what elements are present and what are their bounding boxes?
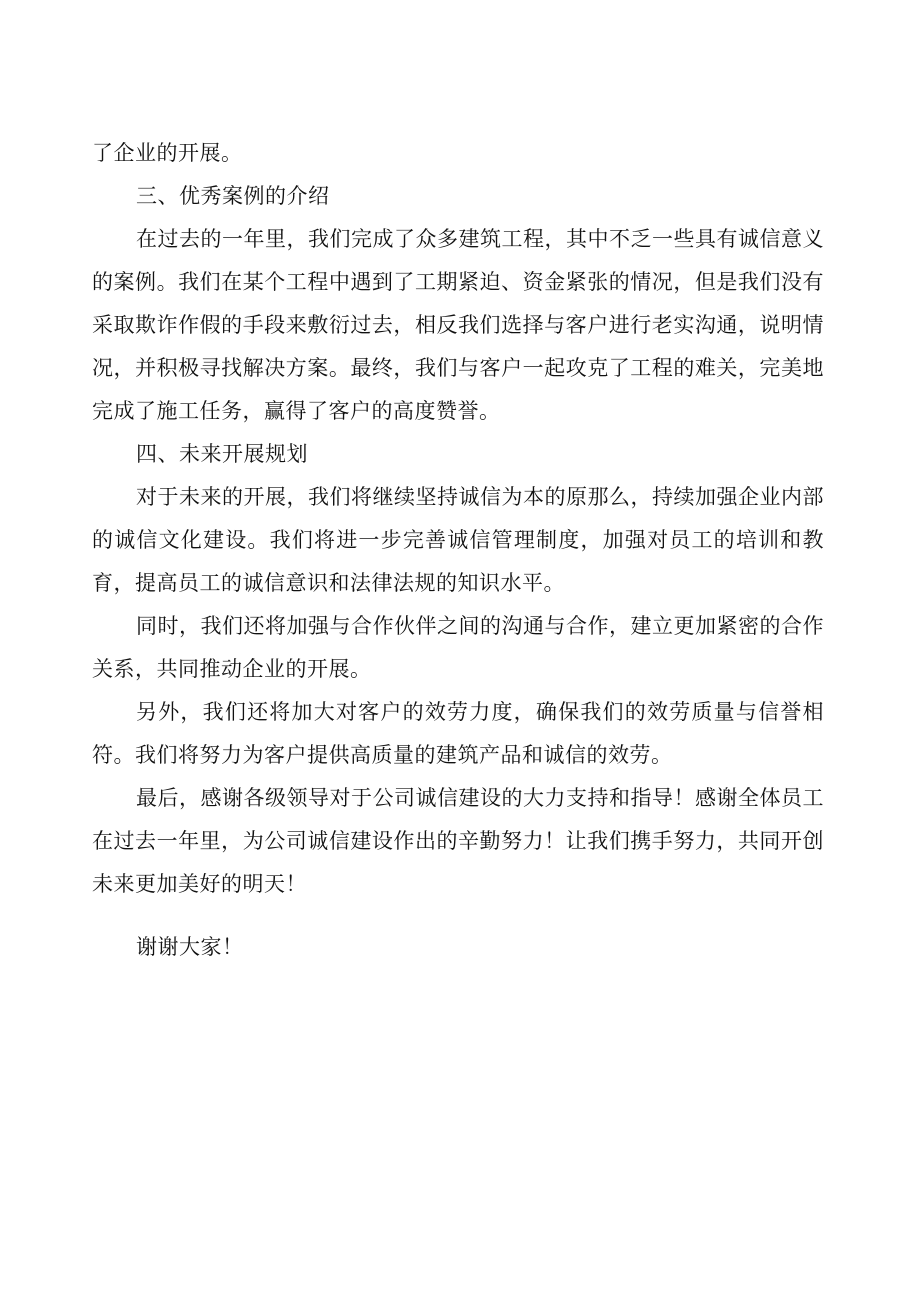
paragraph-continuation: 了企业的开展。 — [92, 141, 243, 165]
section-heading-4: 四、未来开展规划 — [136, 442, 308, 466]
paragraph-thanks: 最后，感谢各级领导对于公司诚信建设的大力支持和指导！感谢全体员工在过去一年里，为公司诚信建设作出的辛勤努力！让我们携手努力，共同开创未来更加美好的明天！ — [92, 786, 824, 896]
paragraph-case-study: 在过去的一年里，我们完成了众多建筑工程，其中不乏一些具有诚信意义的案例。我们在某个工程中遇到了工期紧迫、资金紧张的情况，但是我们没有采取欺诈作假的手段来敷衍过去，相反我们选择与客户进行老实沟通，说明情况，并积极寻找解决方案。最终，我们与客户一起攻克了工程的难关，完美地完成了施工任务，赢得了客户的高度赞誉。 — [92, 227, 824, 423]
paragraph-partners: 同时，我们还将加强与合作伙伴之间的沟通与合作，建立更加紧密的合作关系，共同推动企业的开展。 — [92, 614, 824, 681]
section-heading-3: 三、优秀案例的介绍 — [136, 184, 330, 208]
document-page — [92, 132, 824, 969]
paragraph-closing: 谢谢大家！ — [136, 935, 244, 959]
paragraph-future-plan: 对于未来的开展，我们将继续坚持诚信为本的原那么，持续加强企业内部的诚信文化建设。我们将进一步完善诚信管理制度，加强对员工的培训和教育，提高员工的诚信意识和法律法规的知识水平。 — [92, 485, 824, 595]
paragraph-customers: 另外，我们还将加大对客户的效劳力度，确保我们的效劳质量与信誉相符。我们将努力为客户提供高质量的建筑产品和诚信的效劳。 — [92, 700, 824, 767]
